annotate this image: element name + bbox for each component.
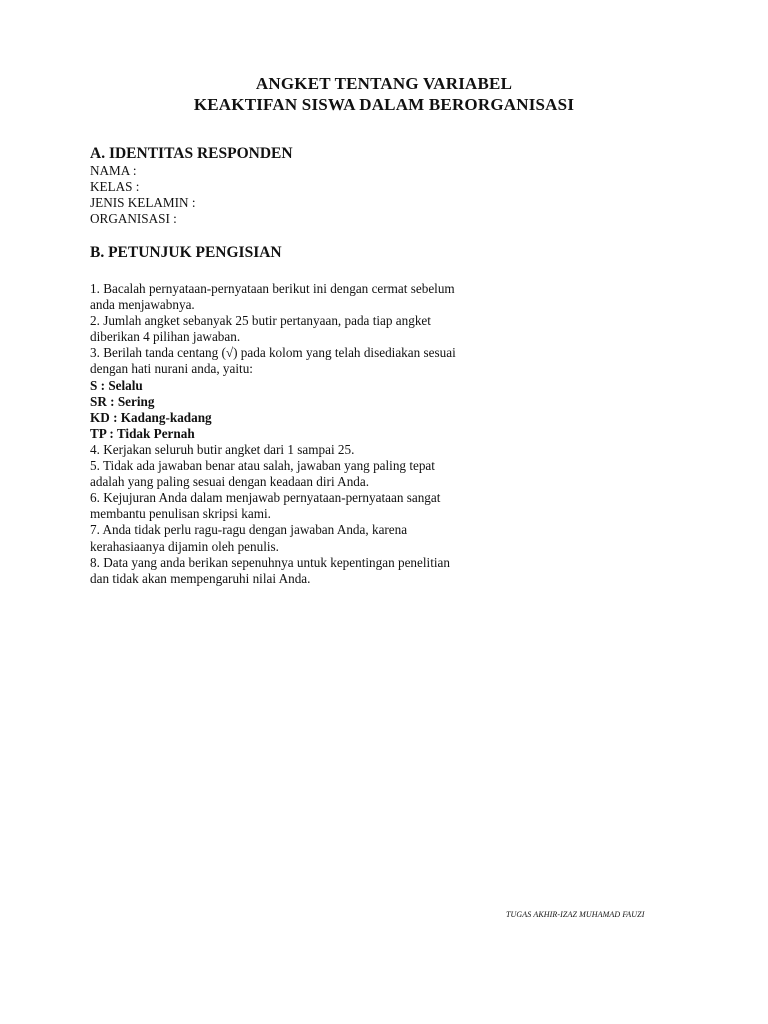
document-title-line-2: KEAKTIFAN SISWA DALAM BERORGANISASI	[193, 95, 575, 114]
instructions-list	[90, 281, 530, 587]
legend-sering: SR : Sering	[90, 393, 155, 409]
section-b-heading: B. PETUNJUK PENGISIAN	[90, 244, 282, 261]
legend-selalu: S : Selalu	[90, 377, 143, 393]
instruction-line: 3. Berilah tanda centang (√) pada kolom yang telah disediakan sesuai	[90, 345, 456, 361]
instruction-line: 2. Jumlah angket sebanyak 25 butir pertanyaan, pada tiap angket	[90, 313, 431, 329]
instruction-line: adalah yang paling sesuai dengan keadaan diri Anda.	[90, 474, 370, 490]
field-kelas: KELAS :	[90, 179, 140, 194]
instruction-line: anda menjawabnya.	[90, 297, 195, 313]
instruction-line: dengan hati nurani anda, yaitu:	[90, 361, 253, 377]
instruction-line: 1. Bacalah pernyataan-pernyataan berikut ini dengan cermat sebelum	[90, 281, 455, 296]
legend-kadang-kadang: KD : Kadang-kadang	[90, 409, 212, 425]
instruction-line: diberikan 4 pilihan jawaban.	[90, 329, 241, 345]
instruction-line: dan tidak akan mempengaruhi nilai Anda.	[90, 570, 311, 586]
legend-tidak-pernah: TP : Tidak Pernah	[90, 425, 195, 441]
instruction-line: 7. Anda tidak perlu ragu-ragu dengan jawaban Anda, karena	[90, 522, 408, 538]
field-jenis-kelamin: JENIS KELAMIN :	[90, 195, 196, 210]
instruction-line: 8. Data yang anda berikan sepenuhnya untuk kepentingan penelitian	[90, 554, 450, 570]
field-organisasi: ORGANISASI :	[90, 211, 177, 226]
instruction-line: 5. Tidak ada jawaban benar atau salah, jawaban yang paling tepat	[90, 458, 435, 474]
document-title-line-1: ANGKET TENTANG VARIABEL	[255, 74, 513, 93]
identity-fields	[90, 163, 196, 227]
page-footer: TUGAS AKHIR-IZAZ MUHAMAD FAUZI	[506, 910, 645, 919]
section-a-heading: A. IDENTITAS RESPONDEN	[90, 145, 293, 162]
instruction-line: 6. Kejujuran Anda dalam menjawab pernyataan-pernyataan sangat	[90, 490, 441, 506]
instruction-line: kerahasiaanya dijamin oleh penulis.	[90, 538, 279, 554]
instruction-line: membantu penulisan skripsi kami.	[90, 506, 271, 522]
instruction-line: 4. Kerjakan seluruh butir angket dari 1 sampai 25.	[90, 441, 355, 457]
field-nama: NAMA :	[90, 163, 137, 178]
